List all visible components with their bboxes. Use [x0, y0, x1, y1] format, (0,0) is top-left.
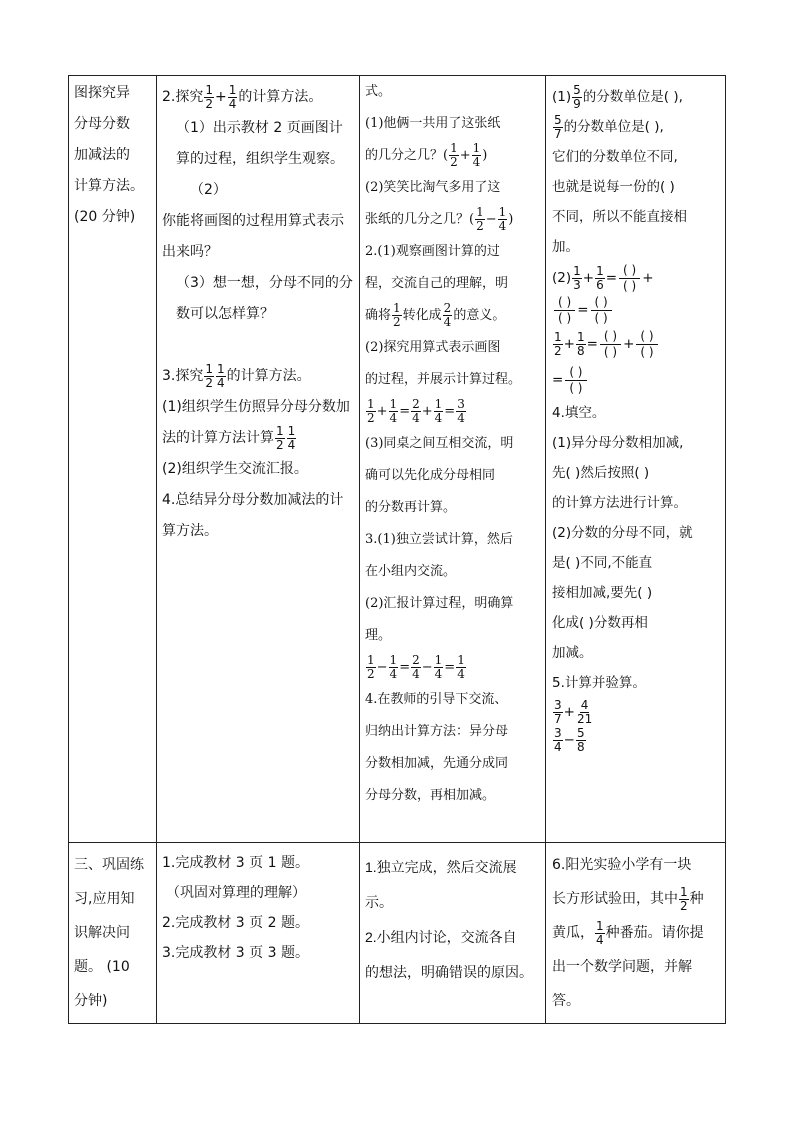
- text-line: 的分数再计算。: [365, 500, 457, 515]
- equation: $\frac{1}{2}$ + $\frac{1}{4}$ = $\frac{2}{4}$ + $\frac{1}{4}$ = $\frac{3}{4}$: [367, 397, 465, 425]
- text-line: 答。: [552, 993, 580, 1009]
- text-line: 式。: [365, 84, 392, 99]
- row1-teacher-cell: [162, 82, 354, 547]
- text-line: 理。: [365, 628, 392, 643]
- question-title: 4.填空。: [552, 405, 606, 421]
- table-bottom-border: [68, 1023, 726, 1024]
- equation: (2) $\frac{1}{3}$ + $\frac{1}{6}$ = $\frac{( )}{( )}$ +: [552, 262, 654, 293]
- fraction: $\frac{1}{4}$: [287, 423, 296, 452]
- text-line: 张纸的几分之几？( $\frac{1}{2}$ − $\frac{1}{4}$ ): [365, 205, 514, 233]
- step-text: 4.总结异分母分数加减法的计算方法。: [162, 492, 344, 539]
- row2-teacher-cell: [162, 848, 354, 968]
- stage-line: 加减法的: [74, 147, 130, 163]
- text-line: 确可以先化成分母相同: [365, 468, 496, 483]
- text-line: 的想法，明确错误的原因。: [365, 964, 533, 980]
- question-title: 5.计算并验算。: [552, 675, 646, 691]
- fraction: $\frac{1}{2}$: [205, 361, 213, 390]
- col-divider-1: [156, 75, 157, 1024]
- text-line: 的几分之几？( $\frac{1}{2}$ + $\frac{1}{4}$ ): [365, 141, 488, 169]
- row-divider: [68, 842, 726, 843]
- text-line: 接相加减,要先( ): [552, 585, 653, 601]
- text-line: 3.(1)独立尝试计算，然后: [365, 532, 513, 547]
- stage-line: 题。 (10: [74, 959, 130, 975]
- step-text: (1)组织学生仿照异分母分数加法的计算方法计算 $\frac{1}{2}$ $\frac{1}{4}$: [162, 399, 350, 452]
- step-text: （2）: [190, 182, 227, 198]
- text-line: 化成( )分数再相: [552, 615, 648, 631]
- col-border-right: [725, 75, 726, 1024]
- text-line: (2)分数的分母不同，就: [552, 525, 693, 541]
- text-line: 在小组内交流。: [365, 564, 457, 579]
- text-line: 的计算方法进行计算。: [552, 495, 687, 511]
- text-line: 先( )然后按照( ): [552, 465, 650, 481]
- row1-student-cell: [365, 76, 543, 812]
- step-text: （1）出示教材 2 页画图计算的过程，组织学生观察。: [176, 120, 344, 167]
- step-text: (2)组织学生交流汇报。: [162, 461, 308, 477]
- text-line: 6.阳光实验小学有一块: [552, 857, 692, 873]
- text-line: (2)笑笑比淘气多用了这: [365, 180, 501, 195]
- text-line: 它们的分数单位不同,: [552, 149, 678, 165]
- stage-line: 分母分数: [74, 116, 130, 132]
- text-line: (1)他俩一共用了这张纸: [365, 116, 501, 131]
- equation: $\frac{3}{7}$ + $\frac{4}{21}$: [554, 697, 593, 726]
- text-line: 2.(1)观察画图计算的过: [365, 244, 500, 259]
- text-line: 示。: [365, 894, 393, 910]
- row1-stage-cell: [74, 78, 154, 233]
- col-divider-2: [359, 75, 360, 1024]
- text-line: 分母分数，再相加减。: [365, 788, 496, 803]
- text-line: 是( )不同,不能直: [552, 555, 653, 571]
- topic-1: 2.探究 $\frac{1}{2}$ + $\frac{1}{4}$ 的计算方法。: [162, 82, 323, 111]
- row1-exercise-cell: [552, 82, 724, 754]
- text-line: 1.完成教材 3 页 1 题。: [162, 855, 309, 871]
- fraction: $\frac{1}{4}$: [217, 361, 225, 390]
- equation: $\frac{3}{4}$ − $\frac{5}{8}$: [554, 725, 585, 754]
- text-line: 程，交流自己的理解，明: [365, 276, 509, 291]
- topic-2: 3.探究 $\frac{1}{2}$ $\frac{1}{4}$ 的计算方法。: [162, 361, 311, 390]
- text-line: 黄瓜， $\frac{1}{4}$ 种番茄。请你提: [552, 918, 704, 947]
- equation: $\frac{( )}{( )}$ = $\frac{( )}{( )}$: [552, 294, 724, 326]
- text-line: (1) $\frac{5}{9}$ 的分数单位是( ),: [552, 82, 683, 111]
- stage-line: 计算方法。: [74, 178, 144, 194]
- fraction: $\frac{1}{2}$: [205, 82, 213, 111]
- row2-stage-cell: [74, 848, 154, 1018]
- text-line: 也就是说每一份的( ): [552, 179, 675, 195]
- text-line: $\frac{5}{7}$ 的分数单位是( ),: [554, 112, 664, 141]
- step-text: 你能将画图的过程用算式表示出来吗？: [162, 213, 344, 260]
- equation: $\frac{1}{2}$ − $\frac{1}{4}$ = $\frac{2}{4}$ − $\frac{1}{4}$ = $\frac{1}{4}$: [367, 653, 465, 681]
- fraction: $\frac{1}{4}$: [228, 82, 237, 111]
- text-line: 3.完成教材 3 页 3 题。: [162, 945, 309, 961]
- text-line: (1)异分母分数相加减,: [552, 435, 684, 451]
- stage-line: 习,应用知: [74, 891, 135, 907]
- step-text: （3）想一想，分母不同的分数可以怎样算？: [176, 275, 353, 322]
- text-line: 分数相加减，先通分成同: [365, 756, 509, 771]
- text-line: (3)同桌之间互相交流，明: [365, 436, 514, 451]
- text-line: (2)探究用算式表示画图: [365, 340, 501, 355]
- col-border-left: [68, 75, 69, 1024]
- row2-exercise-cell: [552, 848, 724, 1018]
- text-line: （巩固对算理的理解）: [166, 885, 306, 901]
- text-line: 1.独立完成，然后交流展: [365, 859, 517, 875]
- text-line: 出一个数学问题，并解: [552, 959, 692, 975]
- col-divider-3: [545, 75, 546, 1024]
- text-line: (2)汇报计算过程，明确算: [365, 596, 514, 611]
- stage-line: 识解决问: [74, 925, 130, 941]
- text-line: 不同，所以不能直接相: [552, 209, 687, 225]
- text-line: 2.小组内讨论，交流各自: [365, 929, 517, 945]
- text-line: 4.在教师的引导下交流、: [365, 692, 508, 707]
- stage-line: 图探究异: [74, 85, 130, 101]
- equation: $\frac{1}{2}$ + $\frac{1}{8}$ = $\frac{( )}{( )}$ + $\frac{( )}{( )}$: [552, 326, 724, 362]
- text-line: 加。: [552, 239, 579, 255]
- text-line: 的过程，并展示计算过程。: [365, 372, 522, 387]
- fraction: $\frac{1}{2}$: [276, 423, 284, 452]
- text-line: 2.完成教材 3 页 2 题。: [162, 915, 309, 931]
- row2-student-cell: [365, 850, 543, 990]
- stage-line: (20 分钟): [74, 209, 136, 225]
- text-line: 长方形试验田，其中 $\frac{1}{2}$ 种: [552, 884, 704, 913]
- equation: = $\frac{( )}{( )}$: [552, 362, 724, 398]
- text-line: 确将 $\frac{1}{2}$ 转化成 $\frac{2}{4}$ 的意义。: [365, 301, 506, 329]
- stage-line: 三、巩固练: [74, 857, 144, 873]
- text-line: 归纳出计算方法：异分母: [365, 724, 509, 739]
- stage-line: 分钟): [74, 993, 108, 1009]
- text-line: 加减。: [552, 645, 593, 661]
